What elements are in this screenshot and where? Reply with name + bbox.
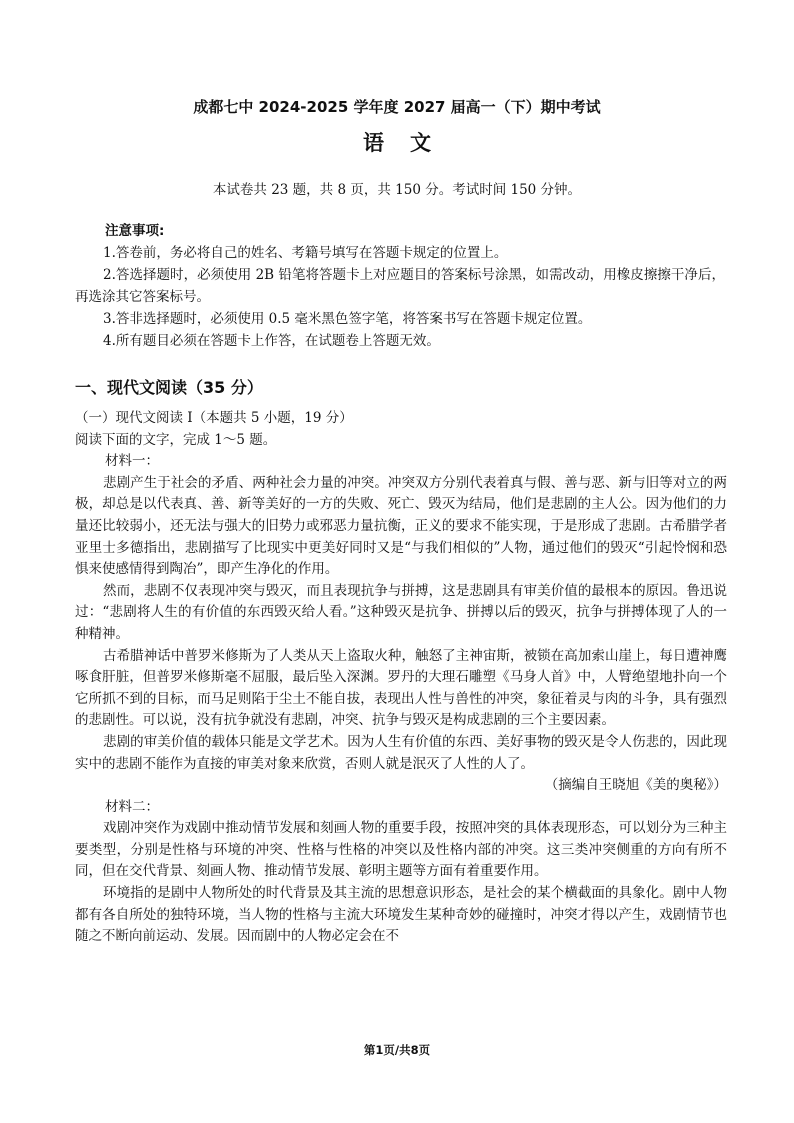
exam-title: 成都七中 2024-2025 学年度 2027 届高一（下）期中考试 [193, 98, 601, 116]
paragraph: 环境指的是剧中人物所处的时代背景及其主流的思想意识形态，是社会的某个横截面的具象化。剧中人物都有各自所处的独特环境，当人物的性格与主流大环境发生某种奇妙的碰撞时，冲突才得以产生，戏剧情节也随之不断向前运动、发展。因而剧中的人物必定会在不 [75, 885, 727, 945]
paragraph: 悲剧产生于社会的矛盾、两种社会力量的冲突。冲突双方分别代表着真与假、善与恶、新与旧等对立的两极，却总是以代表真、善、新等美好的一方的失败、死亡、毁灭为结局，他们是悲剧的主人公。因为他们的力量还比较弱小，还无法与强大的旧势力或邪恶力量抗衡，正义的要求不能实现，于是形成了悲剧。古希腊学者亚里士多德指出，悲剧描写了比现实中更美好同时又是“与我们相似的”人物，通过他们的毁灭“引起怜悯和恐惧来使感情得到陶冶”，即产生净化的作用。 [75, 474, 727, 578]
instruction: 阅读下面的文字，完成 1～5 题。 [75, 431, 277, 448]
note-item: 2.答选择题时，必须使用 2B 铅笔将答题卡上对应题目的答案标号涂黑，如需改动，用橡皮擦擦干净后，再选涂其它答案标号。 [75, 267, 725, 305]
paragraph: 然而，悲剧不仅表现冲突与毁灭，而且表现抗争与拼搏，这是悲剧具有审美价值的最根本的原因。鲁迅说过：“悲剧将人生的有价值的东西毁灭给人看。”这种毁灭是抗争、拼搏以后的毁灭，抗争与拼搏体现了人的一种精神。 [75, 582, 727, 642]
paragraph: 戏剧冲突作为戏剧中推动情节发展和刻画人物的重要手段，按照冲突的具体表现形态，可以划分为三种主要类型，分别是性格与环境的冲突、性格与性格的冲突以及性格内部的冲突。这三类冲突侧重的方向有所不同，但在交代背景、刻画人物、推动情节发展、彰明主题等方面有着重要作用。 [75, 820, 727, 880]
section-heading: 一、现代文阅读（35 分） [75, 378, 263, 397]
paragraph: 古希腊神话中普罗米修斯为了人类从天上盗取火种，触怒了主神宙斯，被锁在高加索山崖上，每日遭神鹰啄食肝脏，但普罗米修斯毫不屈服，最后坠入深渊。罗丹的大理石雕塑《马身人首》中，人臂绝望地扑向一个它所抓不到的目标，而马足则陷于尘土不能自拔，表现出人性与兽性的冲突，象征着灵与肉的斗争，具有强烈的悲剧性。可以说，没有抗争就没有悲剧，冲突、抗争与毁灭是构成悲剧的三个主要因素。 [75, 647, 727, 729]
page-footer: 第1页/共8页 [363, 1043, 431, 1057]
reading-passage [75, 408, 727, 948]
notes-title: 注意事项: [105, 223, 165, 239]
exam-info: 本试卷共 23 题，共 8 页，共 150 分。考试时间 150 分钟。 [212, 182, 582, 198]
note-item: 4.所有题目必须在答题卡上作答，在试题卷上答题无效。 [103, 333, 440, 349]
source-citation: （摘编自王晓旭《美的奥秘》） [544, 777, 727, 794]
material-label: 材料二： [105, 798, 159, 815]
subject-title: 语文 [363, 131, 457, 155]
notes-block [75, 220, 725, 352]
material-label: 材料一： [105, 453, 159, 470]
paragraph: 悲剧的审美价值的载体只能是文学艺术。因为人生有价值的东西、美好事物的毁灭是令人伤悲的，因此现实中的悲剧不能作为直接的审美对象来欣赏，否则人就是泯灭了人性的人了。 [75, 733, 727, 772]
note-item: 1.答卷前，务必将自己的姓名、考籍号填写在答题卡规定的位置上。 [103, 245, 508, 261]
sub-heading: （一）现代文阅读 I（本题共 5 小题，19 分） [75, 410, 353, 426]
note-item: 3.答非选择题时，必须使用 0.5 毫米黑色签字笔，将答案书写在答题卡规定位置。 [103, 311, 592, 327]
